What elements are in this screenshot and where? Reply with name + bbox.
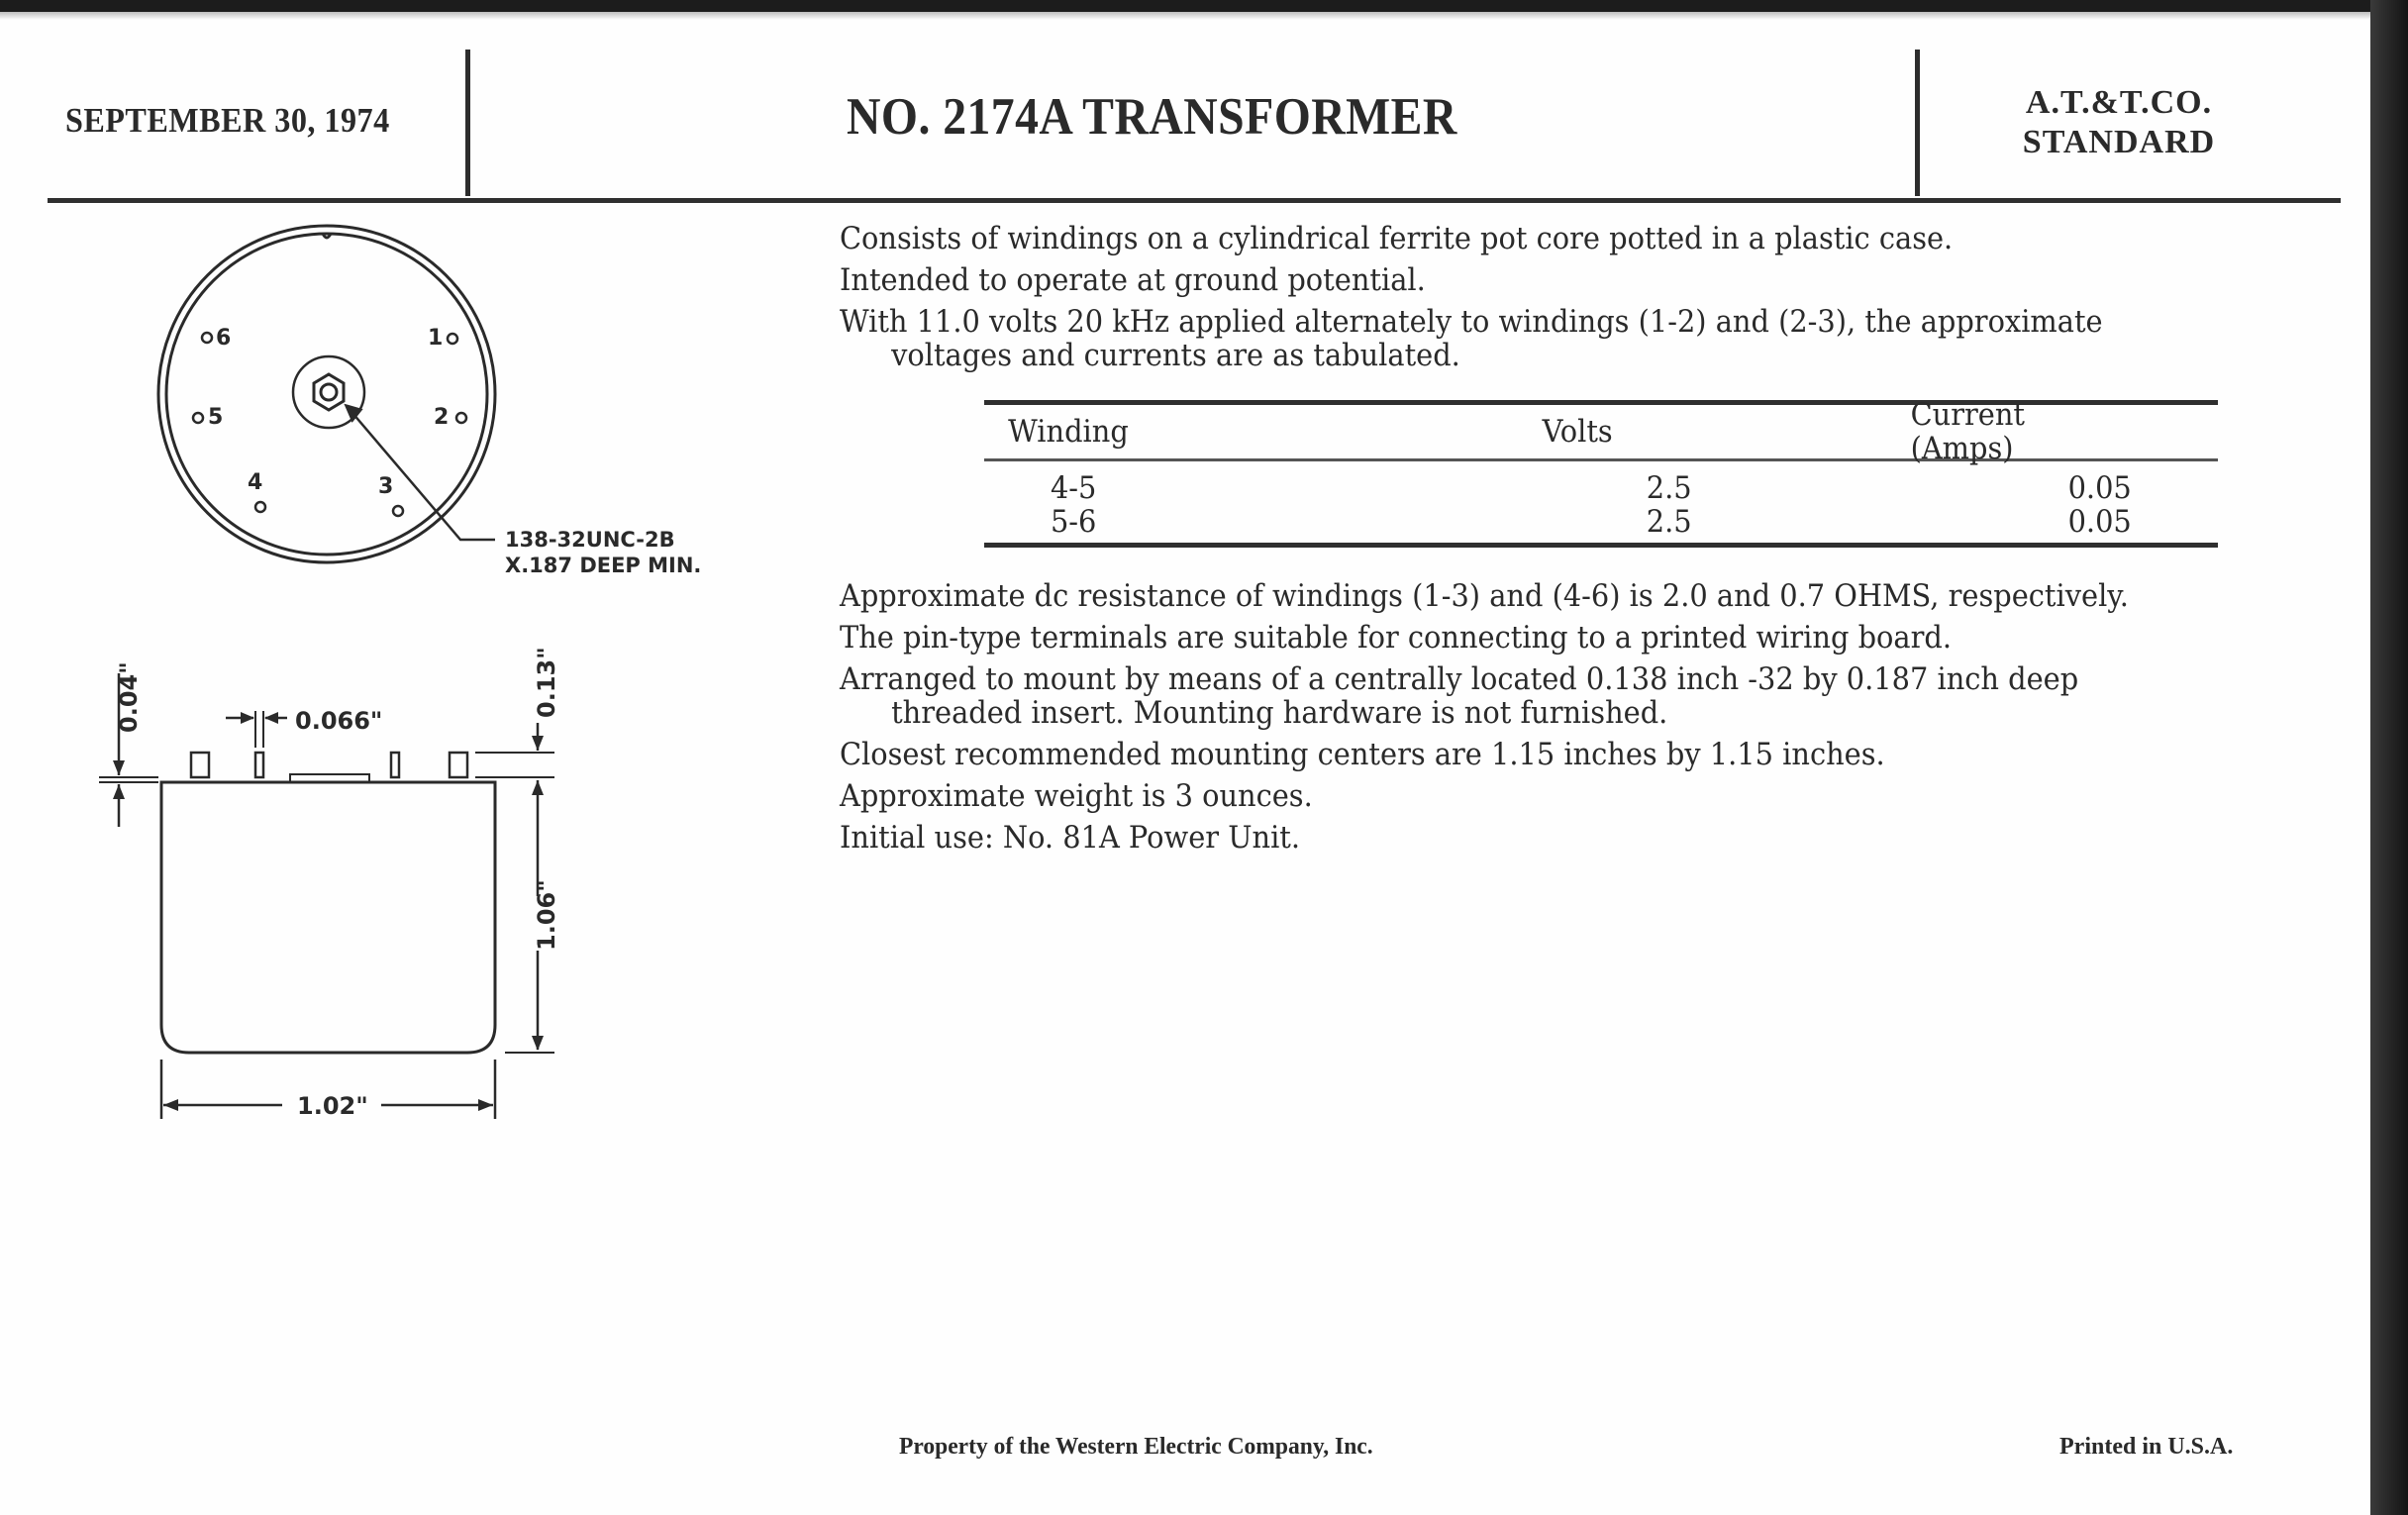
cell-winding: 4-5 bbox=[1050, 470, 1097, 506]
pin-hole-6 bbox=[202, 333, 212, 343]
property-notice: Property of the Western Electric Company, Inc. bbox=[899, 1434, 1373, 1460]
top-view-drawing bbox=[158, 226, 495, 562]
arrowhead bbox=[478, 1099, 493, 1111]
thread-callout-line2: X.187 DEEP MIN. bbox=[505, 554, 702, 577]
arrowhead bbox=[532, 1036, 544, 1051]
terminal-pin-narrow-right bbox=[391, 753, 399, 777]
case-inner-rim bbox=[166, 234, 487, 555]
arrowhead bbox=[113, 784, 125, 799]
description-paragraph: Arranged to mount by means of a centrally located 0.138 inch -32 by 0.187 inch deep threaded insert. Mounting hardware is not furnished. bbox=[840, 661, 2079, 731]
description-paragraph: Consists of windings on a cylindrical ferrite pot core potted in a plastic case. bbox=[840, 221, 1954, 256]
table-row bbox=[984, 505, 2132, 539]
description-intro bbox=[840, 222, 2295, 380]
description-details bbox=[840, 579, 2295, 862]
column-header-current: Current (Amps) bbox=[1910, 397, 2025, 466]
pin-hole-5 bbox=[193, 413, 203, 423]
terminal-pin-wide-left bbox=[191, 753, 209, 777]
pin-label-3: 3 bbox=[378, 474, 394, 499]
pin-label-4: 4 bbox=[248, 470, 263, 495]
pin-label-1: 1 bbox=[428, 326, 444, 351]
case-outer-rim bbox=[158, 226, 495, 562]
pin-hole-4 bbox=[255, 502, 265, 512]
callout-arrowhead bbox=[347, 406, 360, 420]
table-bottom-rule bbox=[984, 543, 2218, 548]
dim-pin-width-label: 0.066" bbox=[295, 707, 383, 735]
cell-volts: 2.5 bbox=[1646, 504, 1692, 540]
issuer-block bbox=[1970, 83, 2267, 162]
terminal-pin-narrow-left bbox=[255, 753, 263, 777]
hex-insert-icon bbox=[314, 374, 344, 410]
issue-date: SEPTEMBER 30, 1974 bbox=[65, 101, 390, 140]
table-row bbox=[984, 471, 2132, 505]
description-paragraph: Approximate dc resistance of windings (1-3) and (4-6) is 2.0 and 0.7 OHMS, respectively. bbox=[840, 578, 2129, 614]
issuer-name: A.T.&T.CO. bbox=[2025, 84, 2213, 121]
cell-volts: 2.5 bbox=[1646, 470, 1692, 506]
table-header-row bbox=[984, 397, 2132, 466]
dim-body-height-label: 1.06" bbox=[533, 879, 560, 951]
pin-hole-3 bbox=[393, 506, 403, 516]
header-divider-right bbox=[1915, 50, 1920, 196]
arrowhead bbox=[163, 1099, 178, 1111]
arrowhead bbox=[532, 736, 544, 751]
pin-hole-1 bbox=[448, 334, 457, 344]
printed-notice: Printed in U.S.A. bbox=[2059, 1434, 2234, 1460]
winding-table bbox=[984, 397, 2218, 548]
cell-current: 0.05 bbox=[2067, 504, 2132, 540]
cell-winding: 5-6 bbox=[1050, 504, 1097, 540]
terminal-pin-wide-right bbox=[450, 753, 467, 777]
thread-callout-line1: 138-32UNC-2B bbox=[505, 528, 675, 552]
description-paragraph: With 11.0 volts 20 kHz applied alternately to windings (1-2) and (2-3), the approximate voltages and currents are as tabulated. bbox=[840, 304, 2103, 373]
scan-edge-right bbox=[2370, 0, 2408, 1515]
cell-current: 0.05 bbox=[2067, 470, 2132, 506]
pin-label-2: 2 bbox=[434, 405, 450, 430]
threaded-hole bbox=[321, 384, 337, 400]
dim-pin-height-label: 0.13" bbox=[533, 647, 560, 718]
arrowhead bbox=[532, 780, 544, 795]
arrowhead bbox=[264, 712, 278, 724]
pin-label-5: 5 bbox=[208, 405, 224, 430]
callout-leader bbox=[347, 406, 495, 540]
table-body bbox=[984, 461, 2218, 543]
side-view-drawing bbox=[99, 673, 554, 1119]
pin-hole-2 bbox=[456, 413, 466, 423]
arrowhead bbox=[241, 712, 254, 724]
column-header-winding: Winding bbox=[1008, 414, 1129, 450]
technical-drawing bbox=[0, 0, 752, 1149]
description-paragraph: Closest recommended mounting centers are 1.15 inches by 1.15 inches. bbox=[840, 737, 1885, 772]
column-header-volts: Volts bbox=[1542, 414, 1613, 450]
case-body-outline bbox=[161, 782, 495, 1053]
pin-label-6: 6 bbox=[216, 326, 232, 351]
dim-left-height-label: 0.04" bbox=[115, 661, 143, 733]
description-paragraph: Approximate weight is 3 ounces. bbox=[840, 778, 1313, 814]
issuer-standard: STANDARD bbox=[2022, 124, 2216, 160]
dim-body-width-label: 1.02" bbox=[297, 1092, 368, 1120]
description-paragraph: Initial use: No. 81A Power Unit. bbox=[840, 820, 1301, 856]
description-paragraph: Intended to operate at ground potential. bbox=[840, 262, 1426, 298]
document-title: NO. 2174A TRANSFORMER bbox=[847, 88, 1457, 146]
description-paragraph: The pin-type terminals are suitable for connecting to a printed wiring board. bbox=[840, 620, 1953, 656]
arrowhead bbox=[113, 760, 125, 775]
